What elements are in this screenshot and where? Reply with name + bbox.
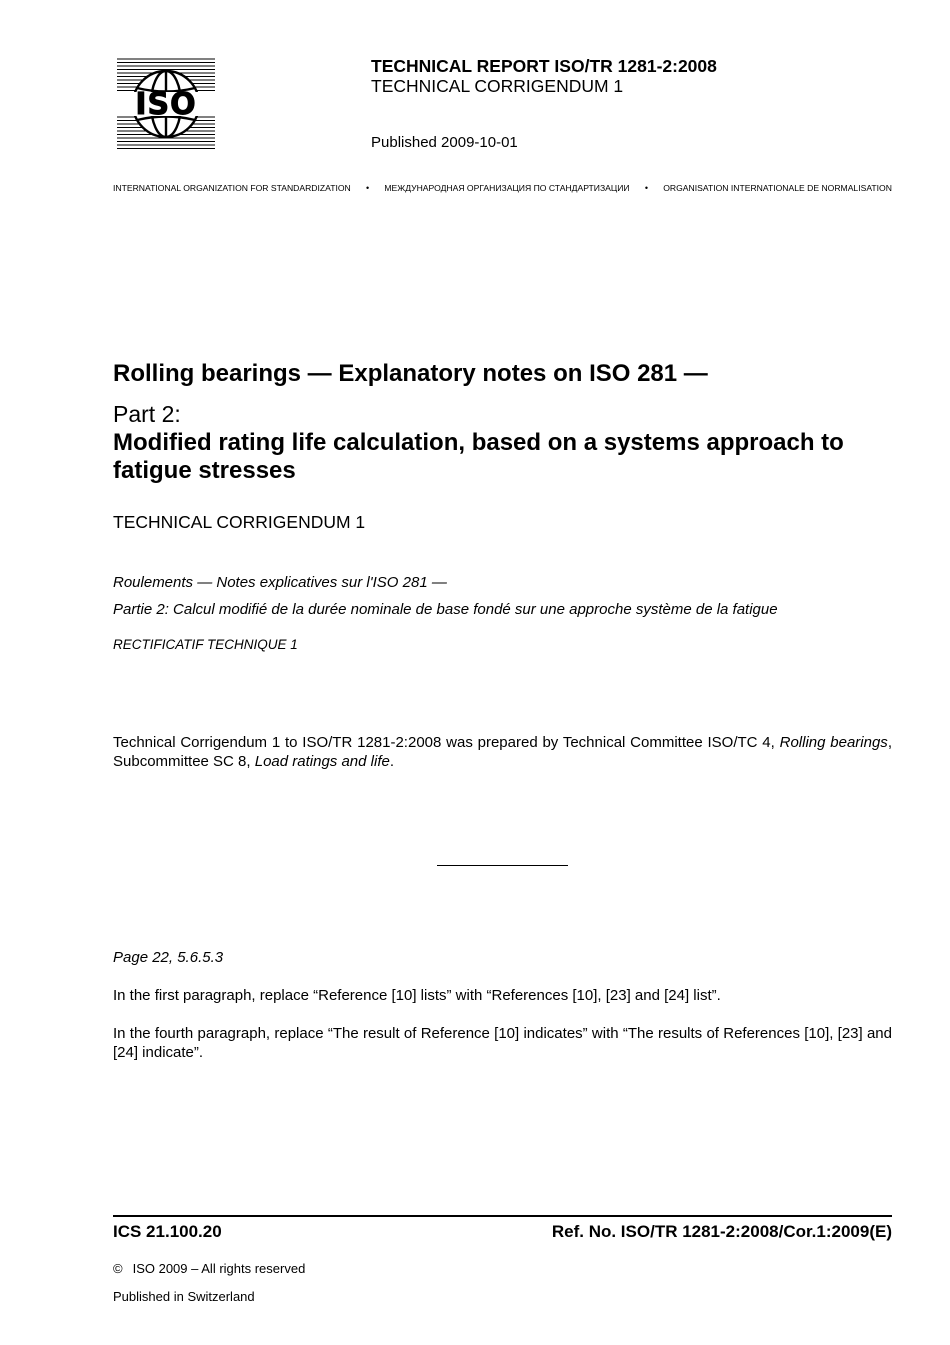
document-subtitle: TECHNICAL CORRIGENDUM 1 xyxy=(371,76,624,96)
main-title: Rolling bearings — Explanatory notes on ISO 281 — xyxy=(113,360,708,387)
prep-text-b: , Subcommittee SC 8, xyxy=(113,734,892,770)
french-rectificatif-label: RECTIFICATIF TECHNIQUE 1 xyxy=(113,637,298,652)
subcommittee-name: Load ratings and life xyxy=(254,752,390,770)
org-name-french: ORGANISATION INTERNATIONALE DE NORMALISATION xyxy=(663,183,892,193)
prep-text-a: Technical Corrigendum 1 to ISO/TR 1281-2:2008 was prepared by Technical Committee ISO/TC 4, xyxy=(113,734,780,751)
organization-names-line xyxy=(113,183,892,194)
copyright-text: ISO 2009 – All rights reserved xyxy=(132,1261,306,1276)
bullet-separator: • xyxy=(366,183,370,193)
part-label: Part 2: xyxy=(113,401,181,427)
corrigendum-label: TECHNICAL CORRIGENDUM 1 xyxy=(113,512,366,532)
committee-name: Rolling bearings xyxy=(779,734,888,751)
ics-code: ICS 21.100.20 xyxy=(113,1222,222,1241)
part-title: Modified rating life calculation, based on a systems approach to fatigue stresses xyxy=(113,429,844,484)
iso-globe-logo-icon xyxy=(117,57,215,152)
preparation-statement xyxy=(113,734,892,771)
prep-text-c: . xyxy=(389,752,395,770)
footer-rule xyxy=(113,1215,892,1217)
published-in: Published in Switzerland xyxy=(113,1289,255,1304)
document-type-title: TECHNICAL REPORT ISO/TR 1281-2:2008 xyxy=(371,56,717,76)
correction-paragraph-1: In the first paragraph, replace “Reference [10] lists” with “References [10], [23] and [24] list”. xyxy=(113,987,721,1004)
org-name-english: INTERNATIONAL ORGANIZATION FOR STANDARDIZATION xyxy=(113,183,351,193)
section-separator xyxy=(437,865,568,866)
copyright-notice xyxy=(113,1261,305,1277)
french-part-title: Partie 2: Calcul modifié de la durée nominale de base fondé sur une approche système de la fatigue xyxy=(113,601,778,618)
french-main-title: Roulements — Notes explicatives sur l'ISO 281 — xyxy=(113,574,447,591)
copyright-icon: © xyxy=(113,1261,123,1276)
page-reference: Page 22, 5.6.5.3 xyxy=(113,949,224,966)
reference-number: Ref. No. ISO/TR 1281-2:2008/Cor.1:2009(E) xyxy=(551,1222,892,1241)
logo-text: ISO xyxy=(135,87,197,122)
org-name-russian: МЕЖДУНАРОДНАЯ ОРГАНИЗАЦИЯ ПО СТАНДАРТИЗАЦИИ xyxy=(384,183,630,193)
published-date: Published 2009-10-01 xyxy=(371,134,518,151)
correction-paragraph-2: In the fourth paragraph, replace “The result of Reference [10] indicates” with “The results of References [10], [23] and [24] indicate”. xyxy=(113,1025,892,1061)
bullet-separator: • xyxy=(644,183,648,193)
